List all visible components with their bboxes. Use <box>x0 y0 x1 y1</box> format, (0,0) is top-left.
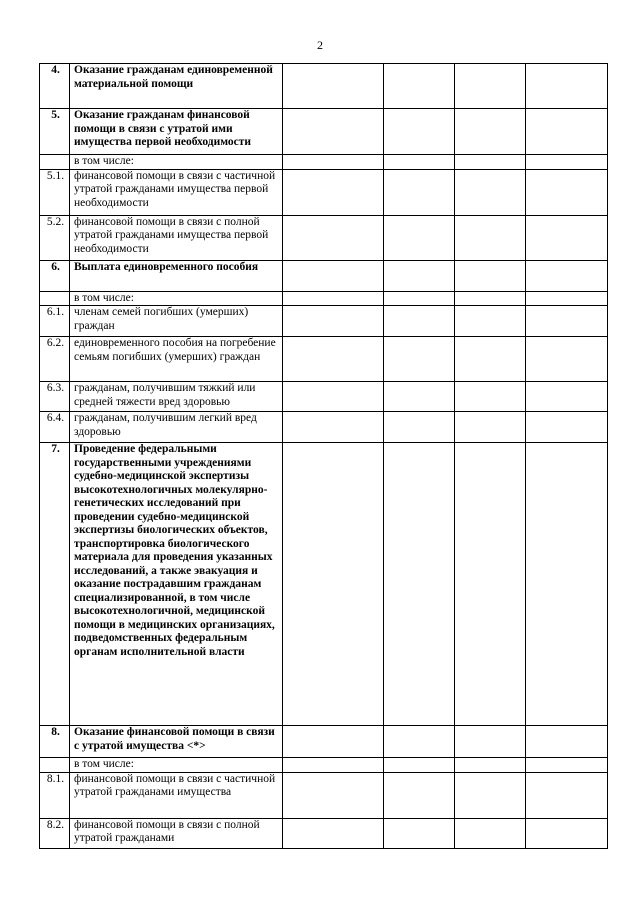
row-label: Проведение федеральными государственными учреждениями судебно-медицинской экспертизы высокотехнологичных молекулярно-генетических исследований при проведении судебно-медицинской экспертизы биологических объектов, транспортировка биологического материала для проведения указанных исследований, а также эвакуация и оказание пострадавшим гражданам специализированной, в том числе высокотехнологичной, медицинской помощи в медицинских организациях, подведомственных федеральным органам исполнительной власти <box>70 443 283 726</box>
value-cell <box>455 260 526 291</box>
value-cell <box>283 291 384 306</box>
table-row <box>40 758 608 773</box>
value-cell <box>283 306 384 337</box>
row-number: 8.1. <box>40 772 70 818</box>
value-cell <box>283 758 384 773</box>
row-number: 6.4. <box>40 412 70 443</box>
table-row <box>40 64 608 109</box>
row-label: Оказание гражданам финансовой помощи в связи с утратой ими имущества первой необходимости <box>70 109 283 155</box>
value-cell <box>283 155 384 170</box>
row-label: финансовой помощи в связи с частичной утратой гражданами имущества <box>70 772 283 818</box>
row-number: 6. <box>40 260 70 291</box>
table-body <box>40 64 608 849</box>
row-number: 5.2. <box>40 215 70 260</box>
row-number: 6.1. <box>40 306 70 337</box>
row-label: в том числе: <box>70 758 283 773</box>
value-cell <box>455 726 526 758</box>
value-cell <box>526 109 608 155</box>
value-cell <box>384 109 455 155</box>
table-row <box>40 772 608 818</box>
value-cell <box>526 412 608 443</box>
table-row <box>40 155 608 170</box>
value-cell <box>455 215 526 260</box>
row-number: 8. <box>40 726 70 758</box>
value-cell <box>384 260 455 291</box>
value-cell <box>526 772 608 818</box>
row-label: членам семей погибших (умерших) граждан <box>70 306 283 337</box>
table-row <box>40 306 608 337</box>
row-number: 6.2. <box>40 337 70 382</box>
value-cell <box>526 306 608 337</box>
value-cell <box>384 155 455 170</box>
value-cell <box>455 758 526 773</box>
value-cell <box>526 215 608 260</box>
row-number: 5. <box>40 109 70 155</box>
value-cell <box>526 443 608 726</box>
row-number: 6.3. <box>40 382 70 412</box>
row-number <box>40 291 70 306</box>
value-cell <box>384 291 455 306</box>
table-row <box>40 260 608 291</box>
value-cell <box>526 382 608 412</box>
value-cell <box>384 818 455 848</box>
table-row <box>40 443 608 726</box>
value-cell <box>526 291 608 306</box>
value-cell <box>526 337 608 382</box>
value-cell <box>384 64 455 109</box>
value-cell <box>455 155 526 170</box>
value-cell <box>455 169 526 215</box>
row-number: 8.2. <box>40 818 70 848</box>
table-row <box>40 382 608 412</box>
value-cell <box>384 337 455 382</box>
value-cell <box>526 64 608 109</box>
budget-table <box>39 63 608 849</box>
table-row <box>40 169 608 215</box>
value-cell <box>455 382 526 412</box>
row-label: Выплата единовременного пособия <box>70 260 283 291</box>
value-cell <box>283 412 384 443</box>
value-cell <box>283 337 384 382</box>
value-cell <box>455 306 526 337</box>
value-cell <box>384 443 455 726</box>
row-label: финансовой помощи в связи с частичной утратой гражданами имущества первой необходимости <box>70 169 283 215</box>
value-cell <box>455 443 526 726</box>
page-number: 2 <box>317 38 323 52</box>
value-cell <box>384 382 455 412</box>
value-cell <box>384 772 455 818</box>
value-cell <box>283 382 384 412</box>
value-cell <box>455 818 526 848</box>
value-cell <box>283 772 384 818</box>
row-number: 4. <box>40 64 70 109</box>
row-label: Оказание финансовой помощи в связи с утратой имущества <*> <box>70 726 283 758</box>
value-cell <box>455 64 526 109</box>
value-cell <box>283 260 384 291</box>
value-cell <box>384 169 455 215</box>
row-label: единовременного пособия на погребение семьям погибших (умерших) граждан <box>70 337 283 382</box>
row-label: гражданам, получившим легкий вред здоровью <box>70 412 283 443</box>
row-number <box>40 155 70 170</box>
value-cell <box>384 726 455 758</box>
value-cell <box>283 215 384 260</box>
value-cell <box>384 215 455 260</box>
row-label: финансовой помощи в связи с полной утратой гражданами <box>70 818 283 848</box>
value-cell <box>283 109 384 155</box>
row-label: в том числе: <box>70 155 283 170</box>
row-number: 5.1. <box>40 169 70 215</box>
value-cell <box>526 169 608 215</box>
value-cell <box>526 726 608 758</box>
row-number <box>40 758 70 773</box>
table-row <box>40 412 608 443</box>
row-label: Оказание гражданам единовременной материальной помощи <box>70 64 283 109</box>
table-row <box>40 337 608 382</box>
row-label: финансовой помощи в связи с полной утратой гражданами имущества первой необходимости <box>70 215 283 260</box>
table-row <box>40 726 608 758</box>
table-row <box>40 215 608 260</box>
value-cell <box>384 306 455 337</box>
value-cell <box>455 412 526 443</box>
value-cell <box>526 818 608 848</box>
value-cell <box>283 726 384 758</box>
value-cell <box>526 155 608 170</box>
table-row <box>40 291 608 306</box>
table-row <box>40 818 608 848</box>
value-cell <box>283 169 384 215</box>
value-cell <box>455 291 526 306</box>
value-cell <box>455 337 526 382</box>
row-number: 7. <box>40 443 70 726</box>
value-cell <box>526 758 608 773</box>
value-cell <box>384 758 455 773</box>
value-cell <box>455 109 526 155</box>
value-cell <box>283 818 384 848</box>
row-label: гражданам, получившим тяжкий или средней тяжести вред здоровью <box>70 382 283 412</box>
value-cell <box>526 260 608 291</box>
value-cell <box>455 772 526 818</box>
value-cell <box>283 443 384 726</box>
value-cell <box>384 412 455 443</box>
table-row <box>40 109 608 155</box>
row-label: в том числе: <box>70 291 283 306</box>
value-cell <box>283 64 384 109</box>
